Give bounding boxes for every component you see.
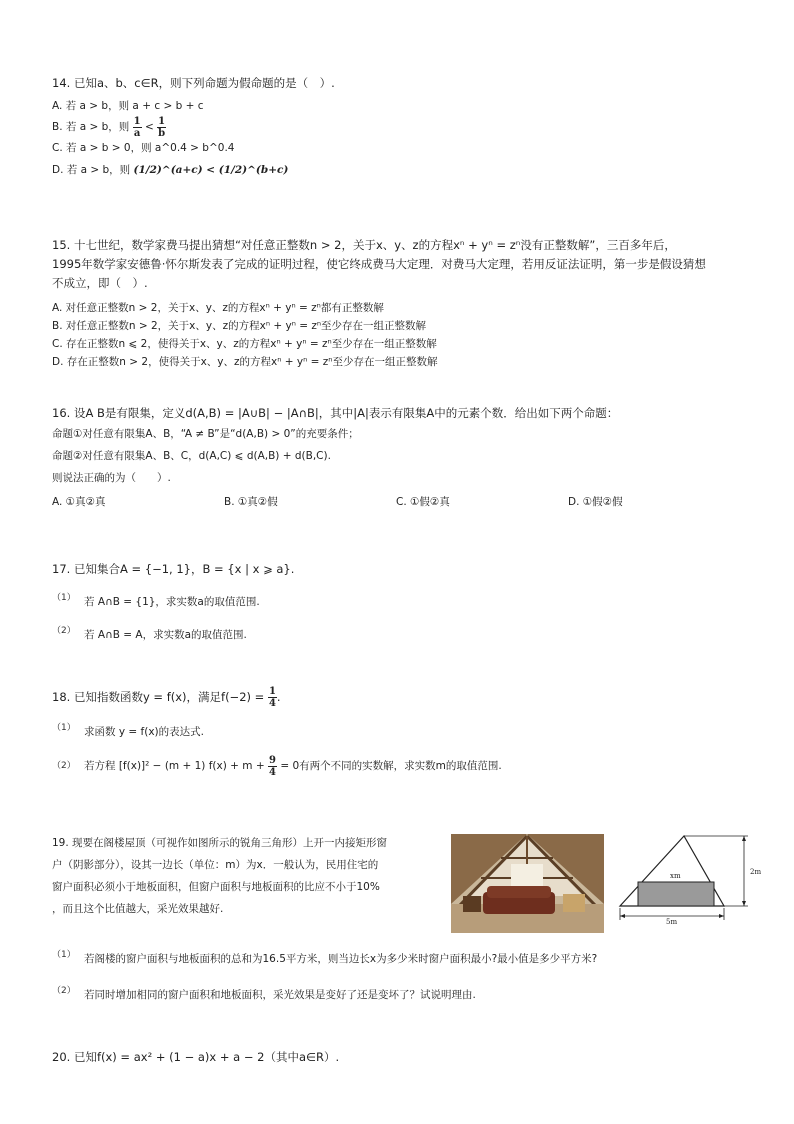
q14-option-c: C. 若 a > b > 0，则 a^0.4 > b^0.4 [52, 142, 235, 154]
fraction: $\frac{1}{4}$ [268, 686, 276, 709]
q19-stem-line-1: 19. 现要在阁楼屋顶（可视作如图所示的锐角三角形）上开一内接矩形窗 [52, 837, 388, 849]
q16-option-b: B. ①真②假 [224, 496, 278, 508]
q14-option-d: D. 若 a > b，则 (1/2)^(a+c) < (1/2)^(b+c) [52, 164, 289, 176]
q16-option-c: C. ①假②真 [396, 496, 450, 508]
diagram-base-label: 5m [666, 918, 678, 924]
q15-option-d: D. 存在正整数n > 2，使得关于x、y、z的方程xⁿ + yⁿ = zⁿ至少存在一组正整数解 [52, 356, 438, 368]
q17-sub-1: （1） 若 A∩B = {1}，求实数a的取值范围. [52, 593, 260, 608]
question-15 [52, 236, 752, 371]
q15-stem-line-1: 15. 十七世纪，数学家费马提出猜想“对任意正整数n > 2，关于x、y、z的方程xⁿ + yⁿ = zⁿ没有正整数解”，三百多年后， [52, 238, 676, 252]
diagram-height-label: 2m [750, 868, 762, 876]
q16-ask: 则说法正确的为（ ）. [52, 472, 171, 484]
q19-sub-2: （2） 若同时增加相同的窗户面积和地板面积，采光效果是变好了还是变坏了？试说明理由. [52, 986, 476, 1001]
q15-stem-line-2: 1995年数学家安德鲁·怀尔斯发表了完成的证明过程，使它终成费马大定理．对费马大定理，若用反证法证明，第一步是假设猜想 [52, 257, 706, 271]
fraction: $\frac{1}{b}$ [158, 115, 166, 139]
q16-proposition-1: 命题①对任意有限集A、B，“A ≠ B”是“d(A,B) > 0”的充要条件； [52, 428, 359, 440]
q14-option-a: A. 若 a > b，则 a + c > b + c [52, 100, 204, 112]
q19-sub-1: （1） 若阁楼的窗户面积与地板面积的总和为16.5平方米，则当边长x为多少米时窗户面积最小?最小值是多少平方米? [52, 950, 598, 965]
question-17 [52, 560, 752, 644]
q14-stem: 14. 已知a、b、c∈R，则下列命题为假命题的是（ ）. [52, 76, 335, 90]
q15-option-c: C. 存在正整数n ⩽ 2，使得关于x、y、z的方程xⁿ + yⁿ = zⁿ至少存在一组正整数解 [52, 338, 437, 350]
diagram-x-label: xm [670, 872, 681, 880]
q16-stem: 16. 设A B是有限集，定义d(A,B) = |A∪B| − |A∩B|，其中|A|表示有限集A中的元素个数．给出如下两个命题： [52, 406, 619, 420]
q17-stem: 17. 已知集合A = {−1, 1}，B = {x | x ⩾ a}. [52, 562, 295, 576]
q16-options [52, 493, 752, 511]
question-19-subs [52, 950, 752, 1004]
triangle-window-diagram [614, 832, 774, 924]
q18-stem: 18. 已知指数函数y = f(x)，满足f(−2) = $\frac{1}{4}$ . [52, 686, 281, 709]
question-18 [52, 686, 752, 779]
question-20 [52, 1048, 752, 1067]
fraction: $\frac{1}{a}$ [133, 115, 141, 139]
q19-stem-line-2: 户（阴影部分），设其一边长（单位：m）为x．一般认为，民用住宅的 [52, 859, 379, 871]
question-19 [52, 832, 442, 920]
q16-option-d: D. ①假②假 [568, 496, 623, 508]
q16-option-a: A. ①真②真 [52, 496, 106, 508]
attic-photo-illustration [451, 834, 604, 933]
q16-proposition-2: 命题②对任意有限集A、B、C，d(A,C) ⩽ d(A,B) + d(B,C). [52, 450, 331, 462]
q20-stem: 20. 已知f(x) = ax² + (1 − a)x + a − 2（其中a∈R）. [52, 1050, 340, 1064]
q19-stem-line-3: 窗户面积必须小于地板面积，但窗户面积与地板面积的比应不小于10% [52, 881, 380, 893]
attic-photo [451, 834, 604, 933]
q15-stem-line-3: 不成立，即（ ）. [52, 276, 148, 290]
q15-option-b: B. 对任意正整数n > 2，关于x、y、z的方程xⁿ + yⁿ = zⁿ至少存在一组正整数解 [52, 320, 427, 332]
q15-option-a: A. 对任意正整数n > 2，关于x、y、z的方程xⁿ + yⁿ = zⁿ都有正整数解 [52, 302, 384, 314]
question-14 [52, 74, 752, 183]
q17-sub-2: （2） 若 A∩B = A，求实数a的取值范围. [52, 626, 247, 641]
triangle-diagram-svg [614, 832, 774, 924]
q18-sub-2: （2） 若方程 [f(x)]² − (m + 1) f(x) + m + $\frac{9}{4}$ = 0有两个不同的实数解，求实数m的取值范围. [52, 754, 502, 778]
q18-sub-1: （1） 求函数 y = f(x)的表达式. [52, 723, 204, 738]
fraction: $\frac{9}{4}$ [269, 754, 276, 778]
q14-option-b: B. 若 a > b，则 $\frac{1}{a}$ < $\frac{1}{b}$ [52, 115, 166, 139]
q19-stem-line-4: ，而且这个比值越大，采光效果越好. [52, 903, 224, 915]
question-16 [52, 404, 752, 511]
